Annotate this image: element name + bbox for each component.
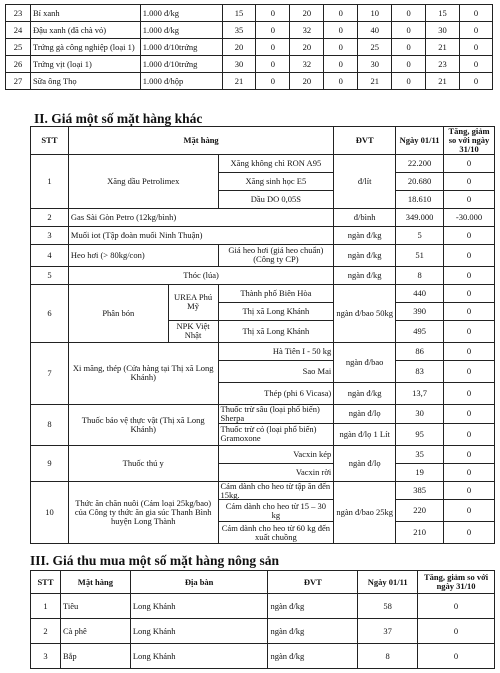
item-price: 58 [358, 594, 418, 619]
item-sub: Thép (phi 6 Vicasa) [218, 382, 334, 404]
item-sub: Thuốc trừ cỏ (loại phổ biến) Gramoxone [218, 423, 334, 445]
row-stt: 27 [6, 73, 31, 90]
row-stt: 7 [31, 342, 69, 404]
item-change: 0 [444, 500, 495, 522]
item-price: 210 [396, 522, 444, 544]
price-cell: 21 [426, 73, 460, 90]
item-price: 390 [396, 302, 444, 320]
table-row [6, 39, 493, 56]
item-sub: Sao Mai [218, 360, 334, 382]
price-cell: 0 [324, 73, 358, 90]
item-unit: 1.000 đ/kg [140, 5, 222, 22]
table-row [31, 594, 495, 619]
table-row [6, 73, 493, 90]
table-row [6, 56, 493, 73]
item-unit: ngàn đ/kg [268, 594, 358, 619]
item-name: Xăng dầu Petrolimex [68, 154, 218, 208]
table-row [31, 644, 495, 669]
item-name: Trứng vịt (loại 1) [30, 56, 140, 73]
item-change: 0 [444, 320, 495, 342]
item-price: 22.200 [396, 154, 444, 172]
row-stt: 6 [31, 284, 69, 342]
item-name: Đậu xanh (đã chà vỏ) [30, 22, 140, 39]
item-sub: Dầu DO 0,05S [218, 190, 334, 208]
row-stt: 25 [6, 39, 31, 56]
row-stt: 26 [6, 56, 31, 73]
price-cell: 0 [256, 5, 290, 22]
item-name: Thuốc thú y [68, 445, 218, 481]
header-change: Tăng, giảm so với ngày 31/10 [444, 127, 495, 155]
item-price: 86 [396, 342, 444, 360]
item-brand: NPK Việt Nhật [168, 320, 218, 342]
row-stt: 4 [31, 244, 69, 266]
price-cell: 21 [222, 73, 256, 90]
item-change: 0 [444, 404, 495, 423]
item-sub: Cám dành cho heo từ 60 kg đến xuất chuồng [218, 522, 334, 544]
header-unit: ĐVT [334, 127, 396, 155]
item-unit: ngàn đ/kg [334, 226, 396, 244]
item-name: Xi măng, thép (Cửa hàng tại Thị xã Long Khánh) [68, 342, 218, 404]
price-cell: 32 [290, 56, 324, 73]
item-price: 13,7 [396, 382, 444, 404]
item-sub: Giá heo hơi (giá heo chuẩn) (Công ty CP) [218, 244, 334, 266]
price-cell: 21 [358, 73, 392, 90]
row-stt: 1 [31, 594, 61, 619]
price-cell: 40 [358, 22, 392, 39]
item-name: Tiêu [60, 594, 130, 619]
price-cell: 0 [392, 73, 426, 90]
item-change: 0 [418, 594, 495, 619]
header-day: Ngày 01/11 [358, 571, 418, 594]
item-change: 0 [444, 244, 495, 266]
item-change: 0 [444, 284, 495, 302]
item-name: Phân bón [68, 284, 168, 342]
item-price: 51 [396, 244, 444, 266]
item-change: 0 [444, 226, 495, 244]
section1-table [5, 4, 493, 90]
item-price: 495 [396, 320, 444, 342]
item-unit: ngàn đ/kg [334, 244, 396, 266]
header-day: Ngày 01/11 [396, 127, 444, 155]
item-price: 385 [396, 481, 444, 500]
price-cell: 0 [460, 56, 493, 73]
item-name: Bắp [60, 644, 130, 669]
item-price: 8 [396, 266, 444, 284]
item-unit: 1.000 đ/kg [140, 22, 222, 39]
price-cell: 0 [460, 5, 493, 22]
header-unit: ĐVT [268, 571, 358, 594]
header-item: Mặt hàng [68, 127, 333, 155]
section2-title: II. Giá một số mặt hàng khác [34, 111, 203, 126]
item-sub: Hà Tiên I - 50 kg [218, 342, 334, 360]
item-unit: 1.000 đ/10trứng [140, 39, 222, 56]
item-change: 0 [444, 154, 495, 172]
item-sub: Cám dành cho heo từ 15 – 30 kg [218, 500, 334, 522]
item-price: 8 [358, 644, 418, 669]
item-change: 0 [418, 644, 495, 669]
item-name: Sữa ông Thọ [30, 73, 140, 90]
item-change: 0 [444, 342, 495, 360]
header-stt: STT [31, 571, 61, 594]
price-cell: 0 [324, 5, 358, 22]
item-change: 0 [444, 190, 495, 208]
item-change: 0 [444, 360, 495, 382]
item-change: 0 [444, 382, 495, 404]
item-sub: Xăng sinh học E5 [218, 172, 334, 190]
row-stt: 3 [31, 226, 69, 244]
item-unit: ngàn đ/kg [334, 382, 396, 404]
item-sub: Vacxin rời [218, 463, 334, 481]
price-cell: 0 [460, 73, 493, 90]
item-price: 20.680 [396, 172, 444, 190]
item-sub: Thị xã Long Khánh [218, 320, 334, 342]
item-name: Muối iot (Tập đoàn muối Ninh Thuận) [68, 226, 333, 244]
item-name: Gas Sài Gòn Petro (12kg/bình) [68, 208, 333, 226]
item-sub: Cám dành cho heo từ tập ăn đến 15kg. [218, 481, 334, 500]
item-area: Long Khánh [130, 594, 268, 619]
row-stt: 5 [31, 266, 69, 284]
item-name: Cà phê [60, 619, 130, 644]
item-name: Trứng gà công nghiệp (loại 1) [30, 39, 140, 56]
item-price: 83 [396, 360, 444, 382]
price-cell: 20 [222, 39, 256, 56]
table-row [31, 619, 495, 644]
item-price: 5 [396, 226, 444, 244]
item-name: Thuốc bảo vệ thực vật (Thị xã Long Khánh) [68, 404, 218, 445]
item-change: 0 [444, 423, 495, 445]
price-cell: 25 [358, 39, 392, 56]
price-cell: 0 [460, 22, 493, 39]
price-cell: 20 [290, 39, 324, 56]
item-unit: đ/lít [334, 154, 396, 208]
row-stt: 3 [31, 644, 61, 669]
price-cell: 0 [392, 22, 426, 39]
item-price: 95 [396, 423, 444, 445]
row-stt: 9 [31, 445, 69, 481]
price-cell: 0 [256, 22, 290, 39]
price-cell: 0 [460, 39, 493, 56]
price-cell: 0 [324, 39, 358, 56]
item-sub: Thuốc trừ sâu (loại phổ biến) Sherpa [218, 404, 334, 423]
section3-table [30, 570, 495, 669]
row-stt: 10 [31, 481, 69, 544]
item-brand: UREA Phú Mỹ [168, 284, 218, 320]
item-change: 0 [444, 172, 495, 190]
item-unit: ngàn đ/lọ [334, 445, 396, 481]
row-stt: 2 [31, 619, 61, 644]
item-unit: ngàn đ/kg [268, 644, 358, 669]
price-cell: 0 [256, 39, 290, 56]
price-cell: 0 [256, 73, 290, 90]
price-cell: 23 [426, 56, 460, 73]
row-stt: 24 [6, 22, 31, 39]
price-cell: 30 [426, 22, 460, 39]
section2-table [30, 126, 495, 544]
item-change: 0 [418, 619, 495, 644]
item-change: 0 [444, 266, 495, 284]
price-cell: 0 [256, 56, 290, 73]
item-unit: ngàn đ/lọ [334, 404, 396, 423]
item-price: 440 [396, 284, 444, 302]
header-change: Tăng, giảm so với ngày 31/10 [418, 571, 495, 594]
item-name: Thức ăn chăn nuôi (Cám loại 25kg/bao) của Công ty thức ăn gia súc Thanh Bình huyện Long Thành [68, 481, 218, 544]
item-sub: Thành phố Biên Hòa [218, 284, 334, 302]
item-sub: Xăng không chì RON A95 [218, 154, 334, 172]
item-change: 0 [444, 463, 495, 481]
item-unit: đ/bình [334, 208, 396, 226]
item-unit: 1.000 đ/hộp [140, 73, 222, 90]
item-unit: ngàn đ/lọ 1 Lít [334, 423, 396, 445]
item-price: 19 [396, 463, 444, 481]
price-cell: 21 [426, 39, 460, 56]
item-price: 349.000 [396, 208, 444, 226]
item-change: 0 [444, 522, 495, 544]
price-cell: 30 [358, 56, 392, 73]
item-area: Long Khánh [130, 644, 268, 669]
price-cell: 0 [392, 39, 426, 56]
header-item: Mặt hàng [60, 571, 130, 594]
item-unit: ngàn đ/bao [334, 342, 396, 382]
header-stt: STT [31, 127, 69, 155]
item-unit: 1.000 đ/10trứng [140, 56, 222, 73]
row-stt: 2 [31, 208, 69, 226]
item-price: 220 [396, 500, 444, 522]
item-name: Bí xanh [30, 5, 140, 22]
price-cell: 15 [222, 5, 256, 22]
item-change: 0 [444, 481, 495, 500]
price-cell: 20 [290, 73, 324, 90]
item-price: 37 [358, 619, 418, 644]
price-cell: 35 [222, 22, 256, 39]
item-price: 30 [396, 404, 444, 423]
item-unit: ngàn đ/bao 25kg [334, 481, 396, 544]
item-name: Heo hơi (> 80kg/con) [68, 244, 218, 266]
item-name: Thóc (lúa) [68, 266, 333, 284]
row-stt: 8 [31, 404, 69, 445]
item-unit: ngàn đ/kg [268, 619, 358, 644]
price-cell: 30 [222, 56, 256, 73]
item-price: 35 [396, 445, 444, 463]
row-stt: 1 [31, 154, 69, 208]
section3-title: III. Giá thu mua một số mặt hàng nông sản [30, 553, 280, 568]
price-cell: 0 [324, 22, 358, 39]
item-change: -30.000 [444, 208, 495, 226]
item-sub: Vacxin kép [218, 445, 334, 463]
price-cell: 10 [358, 5, 392, 22]
row-stt: 23 [6, 5, 31, 22]
price-cell: 0 [392, 5, 426, 22]
price-cell: 15 [426, 5, 460, 22]
item-unit: ngàn đ/kg [334, 266, 396, 284]
table-row [6, 5, 493, 22]
item-sub: Thị xã Long Khánh [218, 302, 334, 320]
header-area: Địa bàn [130, 571, 268, 594]
price-cell: 20 [290, 5, 324, 22]
item-unit: ngàn đ/bao 50kg [334, 284, 396, 342]
item-area: Long Khánh [130, 619, 268, 644]
price-cell: 32 [290, 22, 324, 39]
price-cell: 0 [392, 56, 426, 73]
item-price: 18.610 [396, 190, 444, 208]
item-change: 0 [444, 302, 495, 320]
price-cell: 0 [324, 56, 358, 73]
table-row [6, 22, 493, 39]
item-change: 0 [444, 445, 495, 463]
